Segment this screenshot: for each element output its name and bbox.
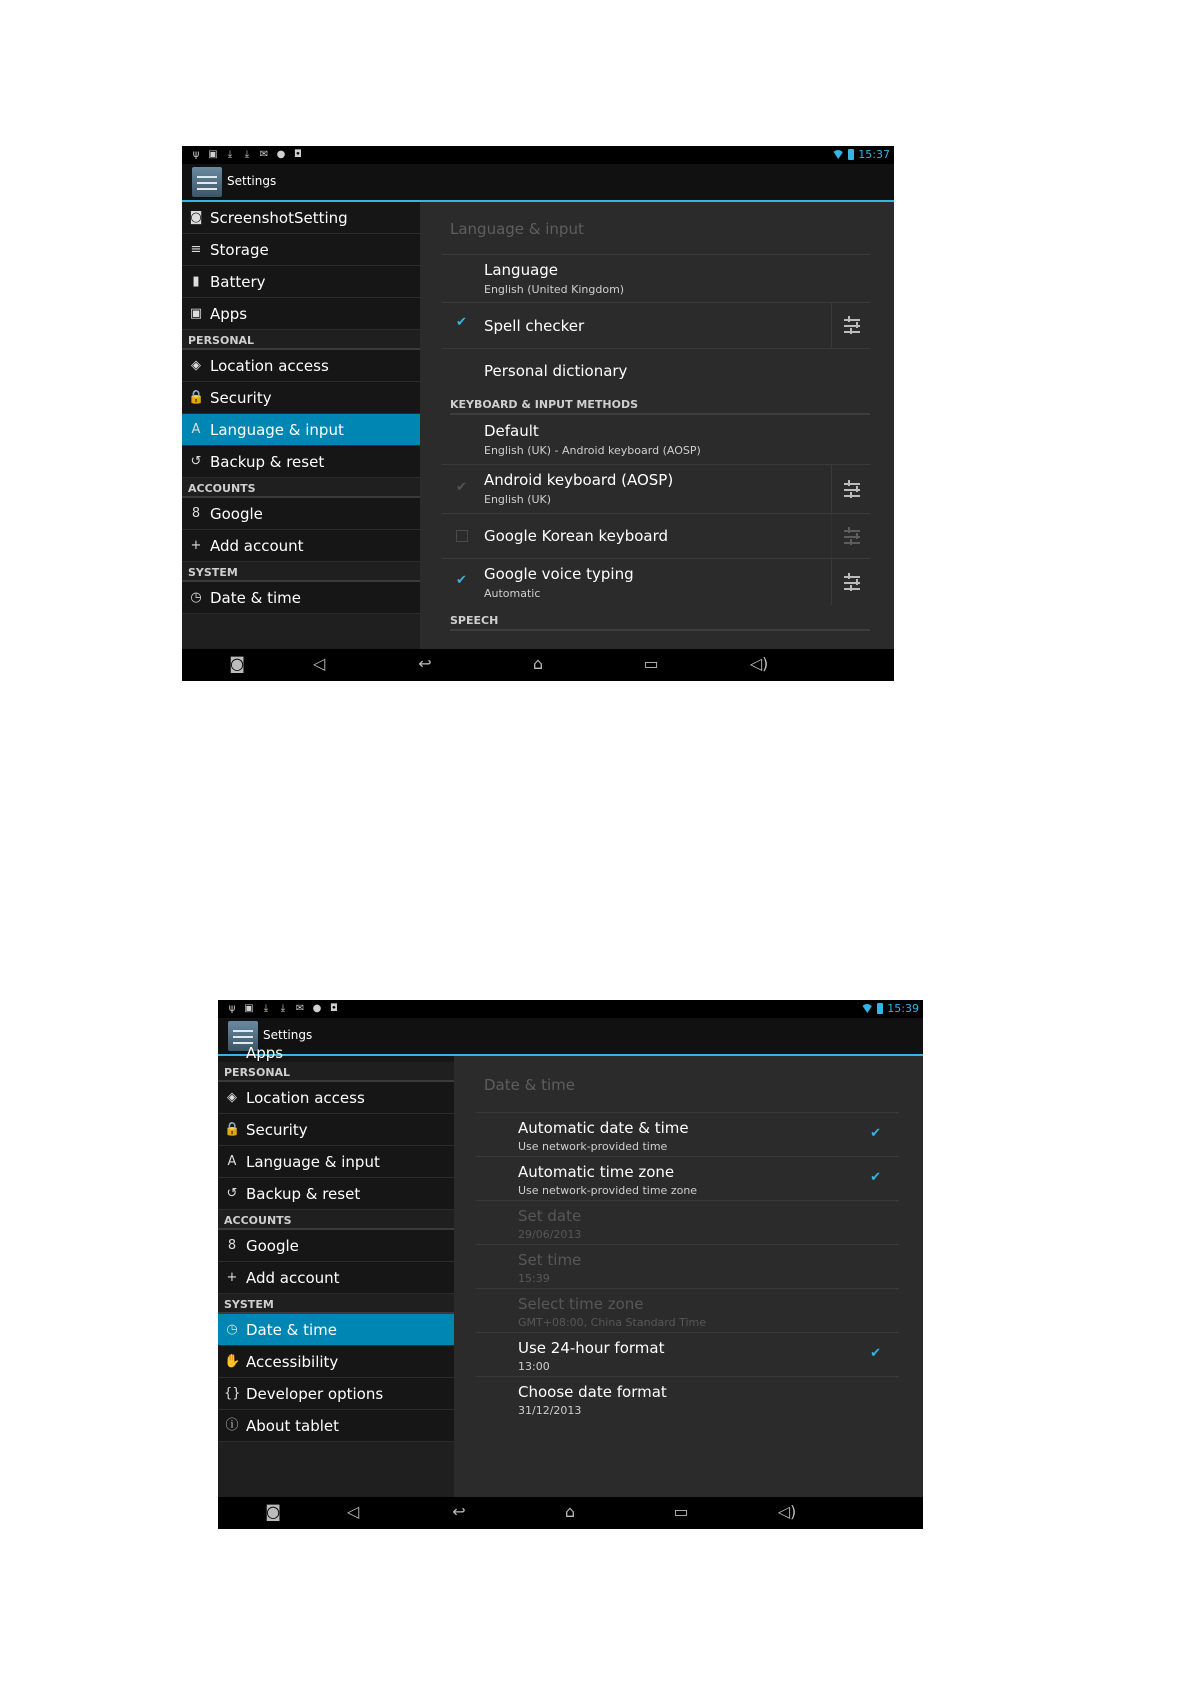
android-keyboard-checkbox[interactable]: ✔ (456, 480, 467, 495)
sidebar-item-apps[interactable] (182, 298, 420, 330)
usb-icon: ψ (228, 1003, 236, 1014)
sidebar-item-label: Security (210, 388, 272, 407)
screenshot-language-input (182, 146, 894, 681)
sidebar-item-developer-options[interactable] (218, 1378, 454, 1410)
sidebar-item-label: Google (210, 504, 263, 523)
action-bar (218, 1018, 923, 1056)
pref-title: Spell checker (484, 317, 585, 335)
sidebar-item-label: Storage (210, 240, 269, 259)
pref-title: Language (484, 261, 559, 279)
sidebar-item-location-access[interactable] (182, 350, 420, 382)
status-right (861, 1002, 919, 1015)
notification-icons (226, 1003, 340, 1014)
sidebar-item-date-time[interactable] (182, 582, 420, 614)
mail-icon: ✉ (259, 149, 269, 160)
info-icon: ⓘ (225, 1417, 239, 1433)
battery-icon (848, 149, 854, 160)
clock-icon: ◷ (226, 1321, 238, 1337)
language-icon: A (191, 421, 201, 437)
pref-summary: 31/12/2013 (518, 1404, 582, 1417)
spell-checker-pref[interactable] (442, 302, 870, 348)
apps-icon: ▣ (189, 305, 203, 321)
pref-summary: 13:00 (518, 1360, 550, 1373)
personal-dictionary-pref[interactable] (442, 348, 870, 392)
status-bar (218, 1000, 923, 1018)
pref-title: Use 24-hour format (518, 1339, 665, 1357)
home-icon[interactable]: ⌂ (532, 654, 544, 673)
status-time: 15:39 (887, 1002, 919, 1015)
pref-summary: GMT+08:00, China Standard Time (518, 1316, 707, 1329)
sidebar-item-label: Add account (210, 536, 304, 555)
pref-title: Automatic date & time (518, 1119, 689, 1137)
sidebar-item-label: Apps (210, 304, 248, 323)
sidebar-item-backup-reset[interactable] (182, 446, 420, 478)
camera-icon: ◙ (189, 209, 203, 225)
action-bar (182, 164, 894, 202)
system-nav-bar (182, 649, 894, 681)
language-pref[interactable] (442, 254, 870, 302)
google-icon: 8 (191, 505, 201, 521)
volume-down-icon[interactable]: ◁ (346, 1502, 360, 1521)
battery-icon: ▮ (192, 273, 200, 289)
sidebar-item-label: Location access (246, 1088, 365, 1107)
page-title: Date & time (484, 1076, 575, 1094)
checkbox-checked-icon[interactable]: ✔ (870, 1126, 881, 1141)
recent-apps-icon[interactable]: ▭ (673, 1502, 689, 1521)
sidebar-section-header: ACCOUNTS (218, 1210, 454, 1230)
usb-icon: ψ (192, 149, 200, 160)
pref-summary: Automatic (484, 587, 541, 600)
pref-set-date (476, 1200, 899, 1244)
spell-checker-checkbox[interactable]: ✔ (456, 315, 467, 330)
sidebar-item-label: Backup & reset (246, 1184, 361, 1203)
spell-checker-settings-icon[interactable] (831, 303, 870, 348)
sidebar-item-add-account[interactable] (182, 530, 420, 562)
voice-typing-pref[interactable] (442, 558, 870, 605)
sidebar-item-add-account[interactable] (218, 1262, 454, 1294)
sidebar-item-label: Developer options (246, 1384, 384, 1403)
settings-sidebar (218, 1044, 454, 1497)
system-nav-bar (218, 1497, 923, 1529)
cut-off-apps-item: Apps (218, 1056, 454, 1062)
checkbox-checked-icon[interactable]: ✔ (870, 1346, 881, 1361)
default-keyboard-pref[interactable] (442, 416, 870, 463)
pref-automatic-time-zone[interactable] (476, 1156, 899, 1200)
location-icon: ◈ (191, 357, 201, 373)
pref-choose-date-format[interactable] (476, 1376, 899, 1420)
sidebar-item-screenshotsetting[interactable] (182, 202, 420, 234)
screenshot-icon: ◘ (294, 149, 302, 160)
image-icon: ▣ (208, 149, 218, 160)
location-icon: ◈ (227, 1089, 237, 1105)
voice-typing-checkbox[interactable]: ✔ (456, 573, 467, 588)
sidebar-item-google[interactable] (182, 498, 420, 530)
hand-icon: ✋ (224, 1353, 241, 1369)
settings-app-icon[interactable] (192, 167, 222, 197)
app-title: Settings (263, 1028, 313, 1042)
pref-set-time (476, 1244, 899, 1288)
sidebar-item-label: Google (246, 1236, 299, 1255)
plus-icon: + (190, 537, 202, 553)
screenshot-date-time (218, 1000, 923, 1529)
sidebar-section-header: ACCOUNTS (182, 478, 420, 498)
sidebar-list (218, 1062, 454, 1442)
sidebar-item-language-input[interactable] (218, 1146, 454, 1178)
clock-icon: ◷ (190, 589, 202, 605)
sidebar-item-security[interactable] (218, 1114, 454, 1146)
home-icon[interactable]: ⌂ (564, 1502, 576, 1521)
sidebar-item-language-input[interactable] (182, 414, 420, 446)
image-icon: ▣ (244, 1003, 254, 1014)
recent-apps-icon[interactable]: ▭ (643, 654, 659, 673)
back-icon[interactable]: ↩ (452, 1502, 466, 1521)
status-time: 15:37 (858, 148, 890, 161)
checkbox-checked-icon[interactable]: ✔ (870, 1170, 881, 1185)
app-title: Settings (227, 174, 277, 188)
sidebar-item-about-tablet[interactable] (218, 1410, 454, 1442)
storage-icon: ≡ (190, 241, 202, 257)
lock-icon: 🔒 (188, 389, 205, 405)
pref-title: Select time zone (518, 1295, 644, 1313)
battery-icon (877, 1003, 883, 1014)
game-icon: ● (312, 1003, 322, 1014)
korean-keyboard-settings-icon[interactable] (831, 514, 870, 558)
mail-icon: ✉ (295, 1003, 305, 1014)
android-keyboard-settings-icon[interactable] (831, 465, 870, 513)
pref-title: Google Korean keyboard (484, 527, 669, 545)
pref-summary: 29/06/2013 (518, 1228, 582, 1241)
pref-title: Personal dictionary (484, 362, 628, 380)
back-icon[interactable]: ↩ (418, 654, 432, 673)
sidebar-section-header: SYSTEM (218, 1294, 454, 1314)
settings-sidebar (182, 202, 420, 649)
sidebar-item-date-time[interactable] (218, 1314, 454, 1346)
pref-title: Android keyboard (AOSP) (484, 471, 674, 489)
pref-summary: 15:39 (518, 1272, 550, 1285)
sidebar-item-label: Add account (246, 1268, 340, 1287)
pref-title: Google voice typing (484, 565, 634, 583)
sidebar-section-header: PERSONAL (218, 1062, 454, 1082)
pref-summary: English (UK) - Android keyboard (AOSP) (484, 444, 701, 457)
pref-use-24-hour-format[interactable] (476, 1332, 899, 1376)
notification-icons (190, 149, 304, 160)
pref-title: Default (484, 422, 539, 440)
download-icon: ⤓ (227, 149, 233, 160)
pref-summary: Use network-provided time (518, 1140, 668, 1153)
android-keyboard-pref[interactable] (442, 464, 870, 513)
sidebar-item-google[interactable] (218, 1230, 454, 1262)
settings-detail-pane (420, 202, 894, 649)
sidebar-item-backup-reset[interactable] (218, 1178, 454, 1210)
status-bar (182, 146, 894, 164)
plus-icon: + (226, 1269, 238, 1285)
korean-keyboard-checkbox[interactable] (456, 530, 468, 542)
settings-detail-pane (454, 1056, 923, 1497)
status-right (832, 148, 890, 161)
sidebar-item-label: Date & time (246, 1320, 337, 1339)
pref-summary: Use network-provided time zone (518, 1184, 698, 1197)
sidebar-item-label: Backup & reset (210, 452, 325, 471)
google-icon: 8 (227, 1237, 237, 1253)
pref-summary: English (United Kingdom) (484, 283, 625, 296)
page-title: Language & input (450, 220, 584, 238)
sidebar-item-label: Language & input (246, 1152, 380, 1171)
download-icon: ⤓ (263, 1003, 269, 1014)
keyboard-methods-header: KEYBOARD & INPUT METHODS (450, 398, 870, 415)
pref-title: Choose date format (518, 1383, 667, 1401)
backup-icon: ↺ (190, 453, 202, 469)
braces-icon: {} (224, 1385, 241, 1401)
lock-icon: 🔒 (224, 1121, 241, 1137)
sidebar-item-accessibility[interactable] (218, 1346, 454, 1378)
sidebar-item-label: Date & time (210, 588, 301, 607)
backup-icon: ↺ (226, 1185, 238, 1201)
game-icon: ● (276, 149, 286, 160)
korean-keyboard-pref[interactable] (442, 513, 870, 558)
pref-title: Set time (518, 1251, 582, 1269)
sidebar-item-battery[interactable] (182, 266, 420, 298)
sidebar-item-storage[interactable] (182, 234, 420, 266)
download-icon: ⤓ (244, 149, 250, 160)
sidebar-item-label: Battery (210, 272, 266, 291)
sidebar-item-label: Security (246, 1120, 308, 1139)
wifi-icon (861, 1004, 873, 1013)
sidebar-item-label: About tablet (246, 1416, 339, 1435)
screenshot-icon: ◘ (330, 1003, 338, 1014)
volume-up-icon[interactable]: ◁) (777, 1502, 797, 1521)
pref-automatic-date-time[interactable] (476, 1112, 899, 1156)
sidebar-item-label: Accessibility (246, 1352, 339, 1371)
pref-title: Set date (518, 1207, 582, 1225)
speech-header: SPEECH (450, 614, 870, 631)
download-icon: ⤓ (280, 1003, 286, 1014)
sidebar-section-header: SYSTEM (182, 562, 420, 582)
sidebar-item-label: ScreenshotSetting (210, 208, 348, 227)
sidebar-section-header: PERSONAL (182, 330, 420, 350)
screenshot-button-icon[interactable]: ◙ (265, 1502, 281, 1521)
sidebar-item-label: Location access (210, 356, 329, 375)
pref-summary: English (UK) (484, 493, 552, 506)
sidebar-item-label: Language & input (210, 420, 344, 439)
pref-select-time-zone (476, 1288, 899, 1332)
wifi-icon (832, 150, 844, 159)
pref-title: Automatic time zone (518, 1163, 675, 1181)
sidebar-item-security[interactable] (182, 382, 420, 414)
screenshot-button-icon[interactable]: ◙ (229, 654, 245, 673)
volume-up-icon[interactable]: ◁) (749, 654, 769, 673)
language-icon: A (227, 1153, 237, 1169)
volume-down-icon[interactable]: ◁ (312, 654, 326, 673)
voice-typing-settings-icon[interactable] (831, 559, 870, 605)
sidebar-item-location-access[interactable] (218, 1082, 454, 1114)
